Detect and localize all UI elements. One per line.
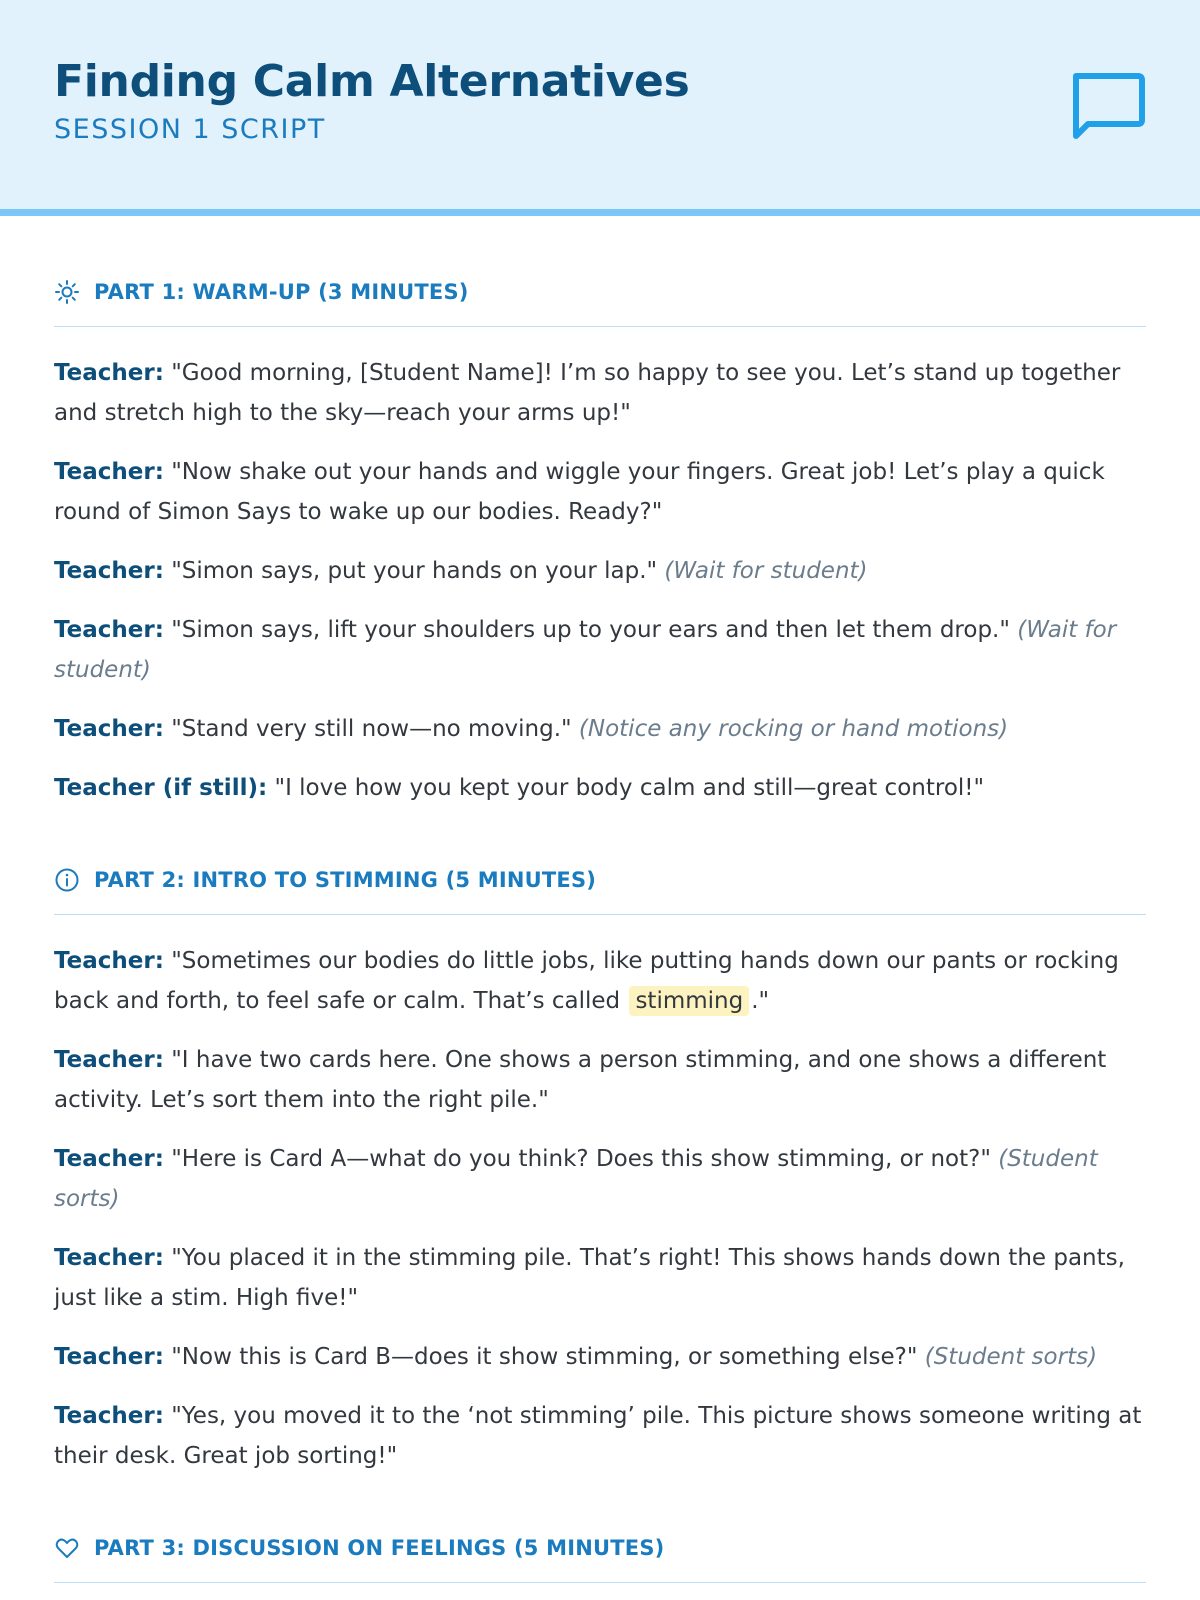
dialogue-text: "I have two cards here. One shows a person stimming, and one shows a different activity. Let’s sort them into the right pile." (54, 1047, 1107, 1113)
speaker-label: Teacher: (54, 459, 164, 485)
dialogue-text: "Now shake out your hands and wiggle your fingers. Great job! Let’s play a quick round of Simon Says to wake up our bodies. Ready?" (54, 459, 1105, 525)
script-line (54, 1238, 1146, 1318)
heart-icon (54, 1535, 80, 1561)
speaker-label: Teacher: (54, 948, 164, 974)
dialogue-text: "Now this is Card B—does it show stimming, or something else?" (171, 1344, 918, 1370)
dialogue-text: "Stand very still now—no moving." (171, 716, 572, 742)
speaker-label: Teacher: (54, 558, 164, 584)
stage-note: (Wait for student) (54, 617, 1117, 683)
script-line (54, 452, 1146, 532)
speaker-label: Teacher: (54, 716, 164, 742)
script-content (0, 216, 1200, 1583)
stage-note: (Notice any rocking or hand motions) (578, 716, 1009, 742)
script-line (54, 941, 1146, 1021)
speaker-label: Teacher: (54, 1047, 164, 1073)
script-line (54, 610, 1146, 690)
script-line (54, 1396, 1146, 1476)
script-line (54, 1337, 1146, 1377)
script-line (54, 551, 1146, 591)
section-part-2 (54, 860, 1146, 1476)
speaker-label: Teacher: (54, 1403, 164, 1429)
speaker-label: Teacher (if still): (54, 775, 268, 801)
script-line (54, 1040, 1146, 1120)
section-header (54, 1528, 1146, 1583)
dialogue-text: "I love how you kept your body calm and still—great control!" (274, 775, 985, 801)
dialogue-text-end: ." (751, 988, 770, 1014)
speaker-label: Teacher: (54, 360, 164, 386)
section-header (54, 860, 1146, 915)
section-title: PART 1: WARM-UP (3 MINUTES) (94, 280, 469, 304)
script-line (54, 709, 1146, 749)
dialogue-text: "Simon says, lift your shoulders up to your ears and then let them drop." (171, 617, 1010, 643)
speaker-label: Teacher: (54, 1245, 164, 1271)
section-title: PART 2: INTRO TO STIMMING (5 MINUTES) (94, 868, 597, 892)
info-icon (54, 867, 80, 893)
page-header (0, 0, 1200, 216)
stage-note: (Student sorts) (54, 1146, 1098, 1212)
stage-note: (Student sorts) (924, 1344, 1098, 1370)
script-line (54, 353, 1146, 433)
script-line (54, 768, 1146, 808)
section-title: PART 3: DISCUSSION ON FEELINGS (5 MINUTES) (94, 1536, 665, 1560)
stage-note: (Wait for student) (664, 558, 868, 584)
highlighted-term: stimming (629, 986, 749, 1016)
section-header (54, 272, 1146, 327)
section-part-3 (54, 1528, 1146, 1583)
section-part-1 (54, 272, 1146, 808)
chat-bubble-icon (1068, 70, 1146, 148)
speaker-label: Teacher: (54, 1344, 164, 1370)
dialogue-text: "Here is Card A—what do you think? Does this show stimming, or not?" (171, 1146, 991, 1172)
page-subtitle: SESSION 1 SCRIPT (54, 114, 326, 145)
dialogue-text: "Good morning, [Student Name]! I’m so happy to see you. Let’s stand up together and stretch high to the sky—reach your arms up!" (54, 360, 1121, 426)
dialogue-text: "You placed it in the stimming pile. That’s right! This shows hands down the pants, just like a stim. High five!" (54, 1245, 1125, 1311)
page-title: Finding Calm Alternatives (54, 56, 690, 107)
sun-icon (54, 279, 80, 305)
dialogue-text: "Simon says, put your hands on your lap." (171, 558, 658, 584)
dialogue-text: "Yes, you moved it to the ‘not stimming’ pile. This picture shows someone writing at their desk. Great job sorting!" (54, 1403, 1142, 1469)
dialogue-text: "Sometimes our bodies do little jobs, like putting hands down our pants or rocking back and forth, to feel safe or calm. That’s called (54, 948, 1119, 1014)
script-line (54, 1139, 1146, 1219)
speaker-label: Teacher: (54, 1146, 164, 1172)
speaker-label: Teacher: (54, 617, 164, 643)
